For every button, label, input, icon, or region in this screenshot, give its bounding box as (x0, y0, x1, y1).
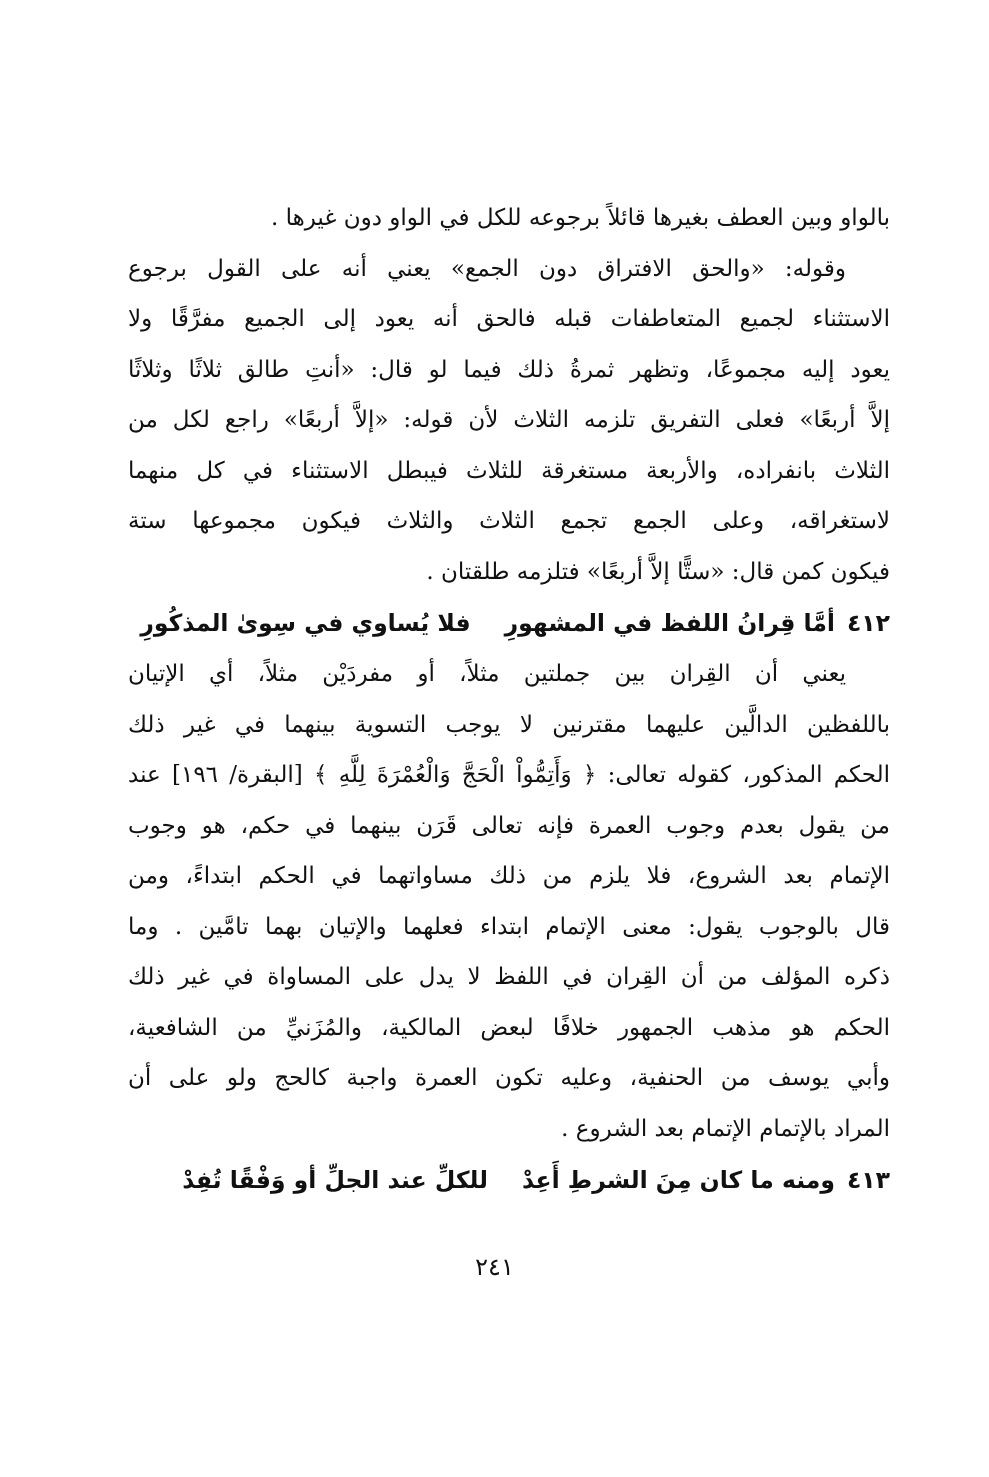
body-line: الحكم المذكور، كقوله تعالى: ﴿ وَأَتِمُّواْ الْحَجَّ وَالْعُمْرَةَ لِلَّهِ ﴾ [البقرة/ ١٩٦] عند (128, 762, 890, 788)
body-line: الاستثناء لجميع المتعاطفات قبله فالحق أنه يعود إلى الجميع مفرَّقًا ولا (128, 306, 890, 332)
body-line: قال بالوجوب يقول: معنى الإتمام ابتداء فعلهما والإتيان بهما تامَّين . وما (128, 913, 890, 940)
body-line: وقوله: «والحق الافتراق دون الجمع» يعني أنه على القول برجوع (128, 255, 846, 282)
body-line: المراد بالإتمام الإتمام بعد الشروع . (561, 1115, 890, 1142)
body-line: الثلاث بانفراده، والأربعة مستغرقة للثلاث فيبطل الاستثناء في كل منهما (128, 457, 890, 484)
body-line: بالواو وبين العطف بغيرها قائلاً برجوعه للكل في الواو دون غيرها . (270, 205, 890, 231)
verse-first-hemistich: ومنه ما كان مِنَ الشرطِ أَعِدْ (521, 1166, 835, 1194)
body-line: لاستغراقه، وعلى الجمع تجمع الثلاث والثلاث فيكون مجموعها ستة (128, 508, 890, 534)
verse-first-hemistich: أمَّا قِرانُ اللفظ في المشهورِ (504, 609, 835, 637)
verse-second-hemistich: فلا يُساوي في سِوىٰ المذكُورِ (140, 609, 471, 637)
body-line: يعني أن القِران بين جملتين مثلاً، أو مفردَيْن مثلاً، أي الإتيان (128, 661, 846, 687)
body-line: الحكم هو مذهب الجمهور خلافًا لبعض المالكية، والمُزَنيِّ من الشافعية، (128, 1014, 890, 1041)
body-line: وأبي يوسف من الحنفية، وعليه تكون العمرة واجبة كالحج ولو على أن (128, 1065, 890, 1091)
verse-413 (128, 1154, 890, 1206)
verse-412 (128, 597, 890, 649)
page-number: ٢٤١ (475, 1253, 514, 1281)
verse-second-hemistich: للكلِّ عند الجلِّ أو وَفْقًا تُفِدْ (182, 1166, 488, 1194)
verse-number: ٤١٢ (846, 609, 890, 637)
body-line: إلاَّ أربعًا» فعلى التفريق تلزمه الثلاث لأن قوله: «إلاَّ أربعًا» راجع لكل من (128, 407, 890, 433)
verse-number: ٤١٣ (846, 1166, 890, 1194)
body-line: ذكره المؤلف من أن القِران في اللفظ لا يدل على المساواة في غير ذلك (128, 964, 890, 990)
body-line: من يقول بعدم وجوب العمرة فإنه تعالى قَرَن بينهما في حكم، هو وجوب (128, 812, 890, 839)
body-line: يعود إليه مجموعًا، وتظهر ثمرةُ ذلك فيما لو قال: «أنتِ طالق ثلاثًا وثلاثًا (128, 356, 890, 383)
page-body (128, 193, 890, 1206)
body-line: فيكون كمن قال: «ستًّا إلاَّ أربعًا» فتلزمه طلقتان . (426, 558, 890, 585)
body-line: باللفظين الدالَّين عليهما مقترنين لا يوجب التسوية بينهما في غير ذلك (128, 711, 890, 738)
body-line: الإتمام بعد الشروع، فلا يلزم من ذلك مساواتهما في الحكم ابتداءً، ومن (128, 863, 890, 889)
